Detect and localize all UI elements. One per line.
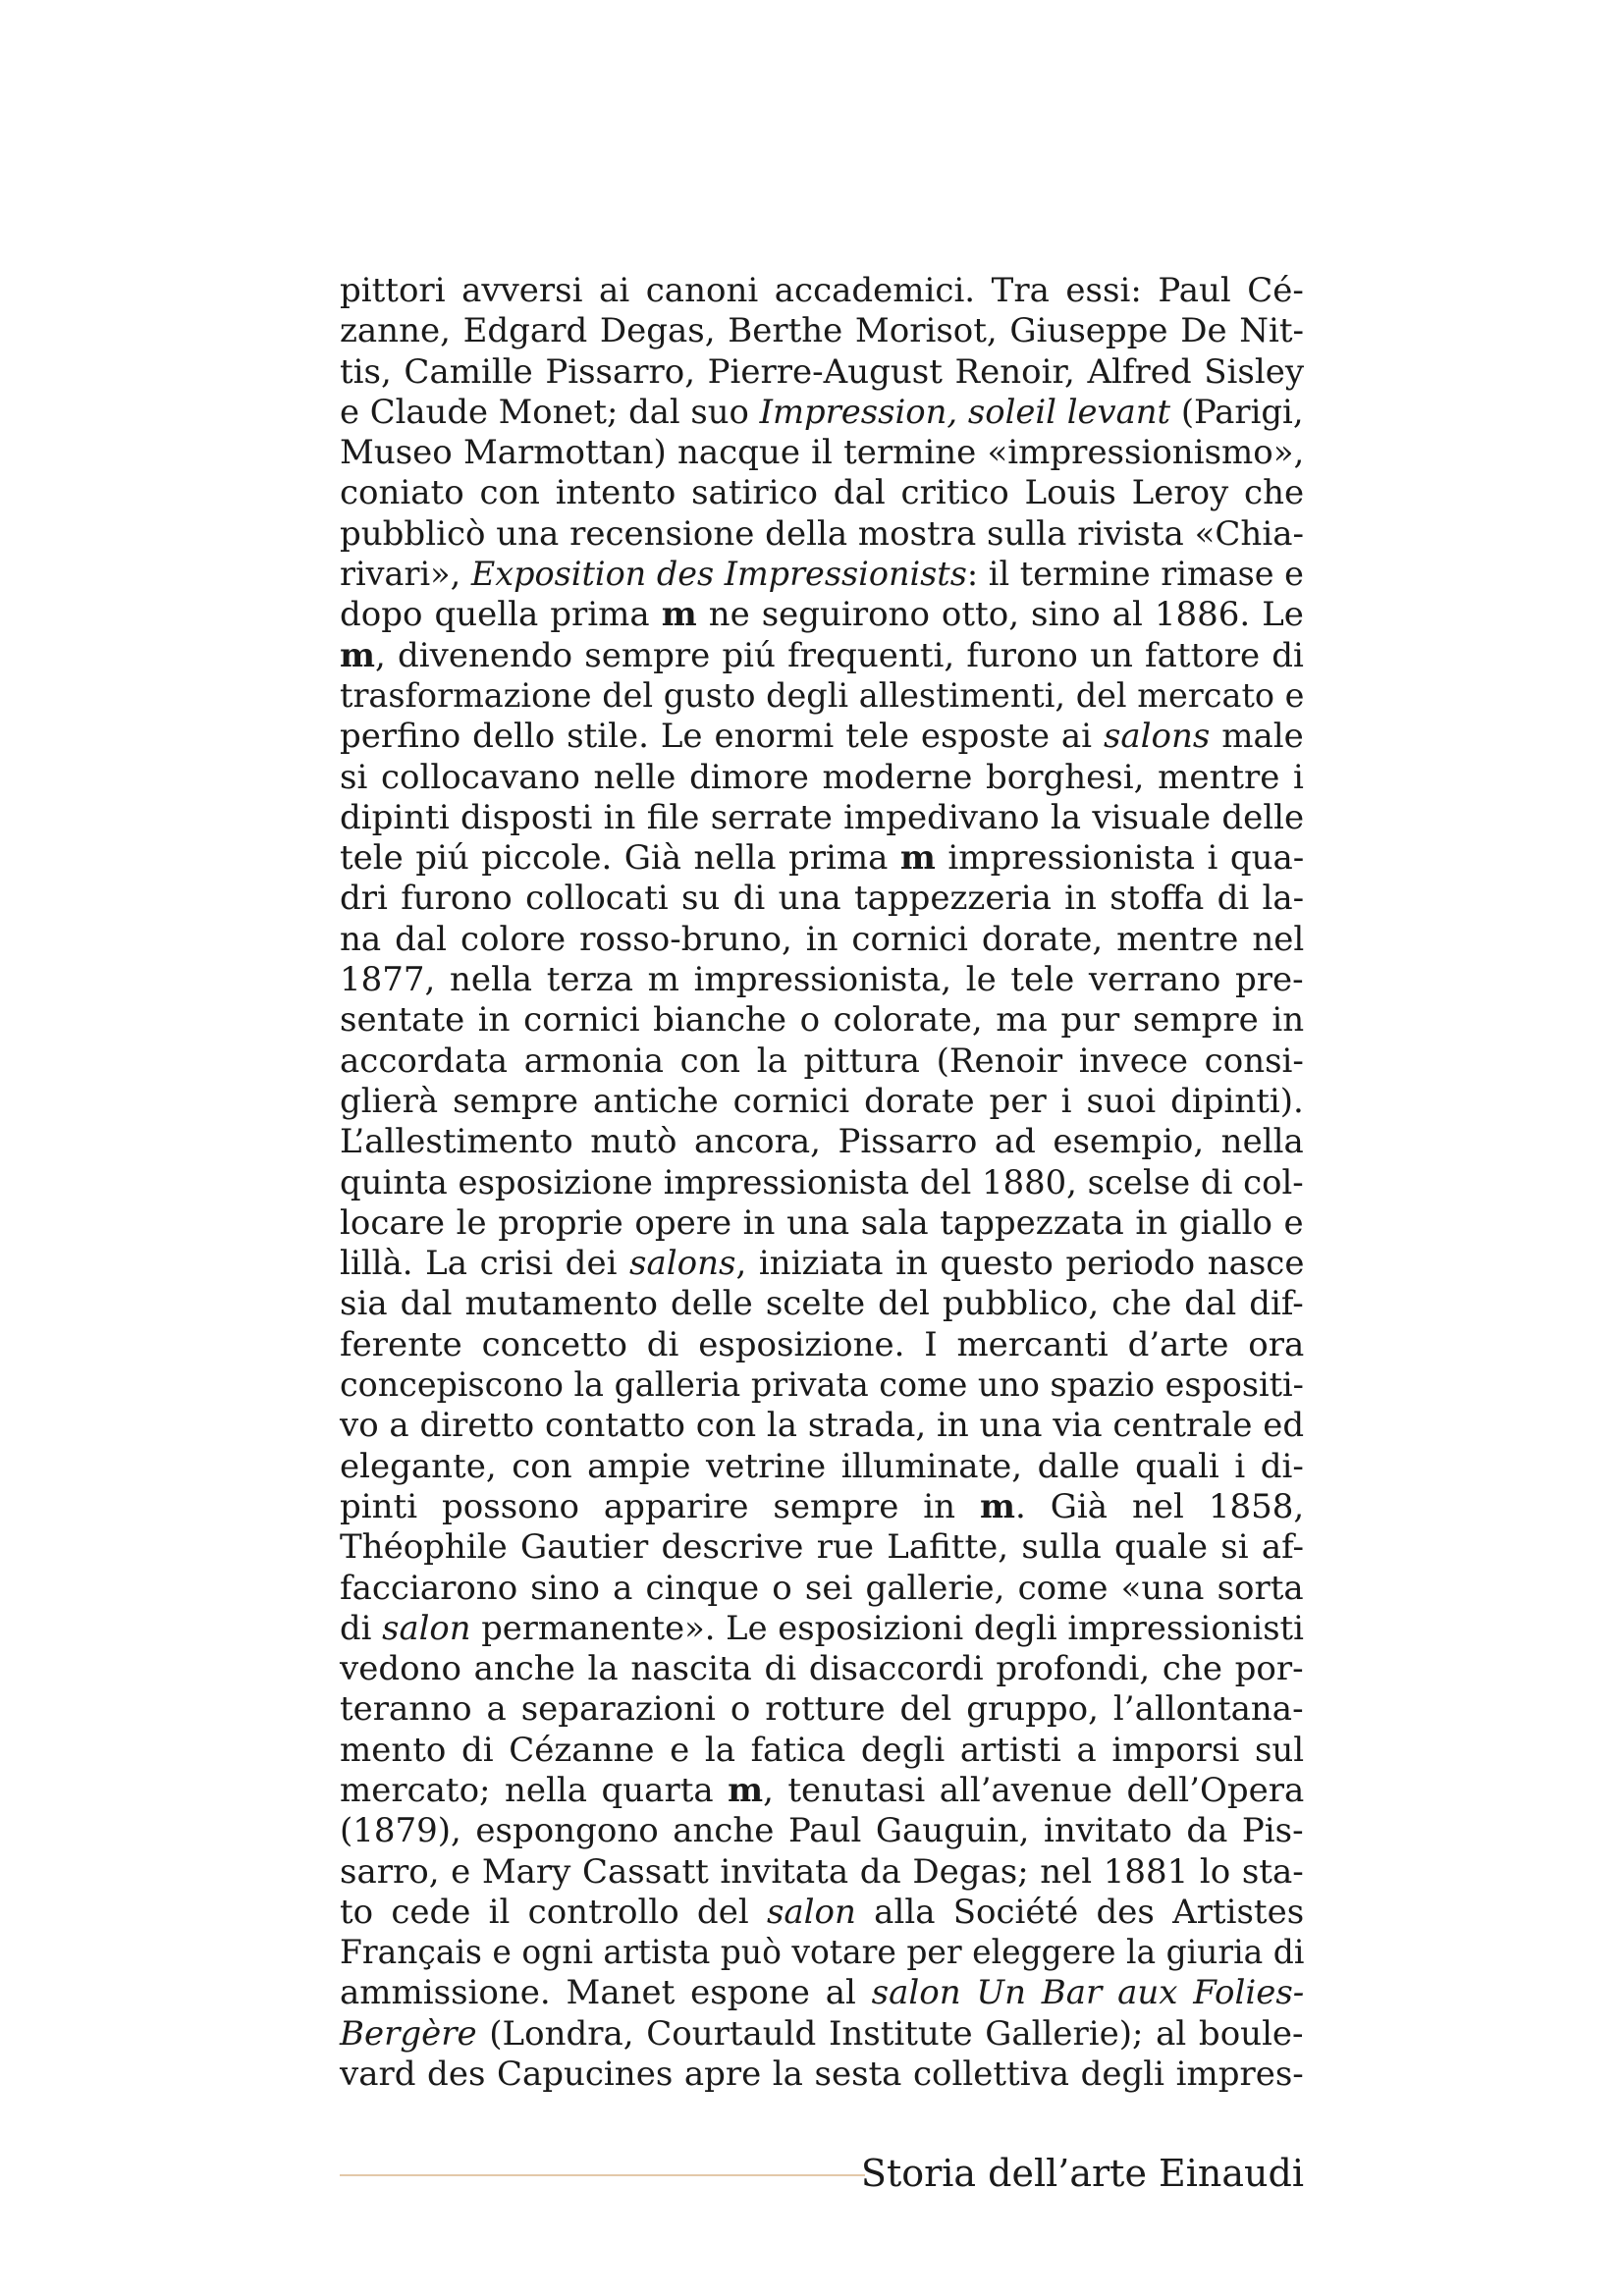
text-run: mercato; nella quarta [340,1770,729,1810]
text-line [340,1000,1304,1041]
italic-text: salon [382,1608,471,1648]
text-line [340,1082,1304,1122]
text-line [340,1649,1304,1689]
text-run: rivari», [340,555,471,595]
text-line [340,879,1304,919]
text-run: e Claude Monet; dal suo [340,392,760,432]
text-line [340,473,1304,513]
text-line [340,555,1304,595]
text-run: alla Société des Artistes [855,1892,1305,1932]
text-run: L’allestimento mutò ancora, Pissarro ad esempio, nella [340,1122,1304,1162]
text-line [340,1122,1304,1162]
italic-text: salon Un Bar aux Folies- [871,1973,1305,2013]
text-line [340,311,1304,351]
text-line [340,1447,1304,1487]
text-line [340,1163,1304,1203]
italic-text: Bergère [340,2013,477,2054]
text-run: sarro, e Mary Cassatt invitata da Degas; nel 1881 lo sta- [340,1851,1304,1892]
italic-text: salons [629,1244,736,1284]
text-line [340,2055,1304,2095]
text-run: teranno a separazioni o rotture del gruppo, l’allontana- [340,1689,1304,1730]
text-line [340,514,1304,555]
text-run: concepiscono la galleria privata come uno spazio espositi- [340,1365,1304,1406]
text-run: di [340,1608,383,1648]
text-run: (Londra, Courtauld Institute Gallerie); al boule- [476,2013,1304,2054]
text-run: na dal colore rosso-bruno, in cornici dorate, mentre nel [340,919,1305,959]
text-run: Museo Marmottan) nacque il termine «impressionismo», [340,433,1305,473]
text-run: dri furono collocati su di una tappezzeria in stoffa di la- [340,879,1305,919]
text-line [340,1365,1304,1406]
text-run: mento di Cézanne e la fatica degli artisti a imporsi sul [340,1730,1305,1770]
text-run: dipinti disposti in file serrate impedivano la visuale delle [340,797,1305,837]
bold-text: m [340,635,375,675]
text-line [340,352,1304,393]
text-run: , divenendo sempre piú frequenti, furono un fattore di [374,635,1304,675]
text-run: glierà sempre antiche cornici dorate per i suoi dipinti). [340,1081,1304,1121]
body-paragraph [340,271,1304,2095]
bold-text: m [980,1486,1016,1526]
text-run: accordata armonia con la pittura (Renoir invece consi- [340,1041,1304,1081]
text-line [340,1203,1304,1244]
text-run: tele piú piccole. Già nella prima [340,838,900,879]
text-line [340,1811,1304,1851]
text-line [340,1933,1304,1973]
text-run: to cede il controllo del [340,1892,767,1932]
text-line [340,1041,1304,1082]
text-line [340,595,1304,635]
text-run: , iniziata in questo periodo nasce [735,1244,1305,1284]
text-line [340,1284,1304,1324]
text-line [340,1689,1304,1730]
text-line [340,758,1304,798]
bold-text: m [728,1770,764,1810]
text-line [340,676,1304,717]
text-line [340,960,1304,1000]
text-run: locare le proprie opere in una sala tappezzata in giallo e [340,1202,1304,1243]
text-line [340,838,1304,879]
text-line [340,1569,1304,1609]
text-run: : il termine rimase e [966,555,1304,595]
text-run: pubblicò una recensione della mostra sulla rivista «Chia- [340,513,1304,554]
text-run: ammissione. Manet espone al [340,1973,872,2013]
text-line [340,636,1304,676]
text-line [340,1771,1304,1811]
text-run: impressionista i qua- [935,838,1305,879]
text-line [340,1852,1304,1893]
text-line [340,271,1304,311]
italic-text: salons [1103,717,1211,757]
text-run: vo a diretto contatto con la strada, in una via centrale ed [340,1406,1305,1446]
text-line [340,2014,1304,2055]
text-run: pinti possono apparire sempre in [340,1486,981,1526]
text-run: lillà. La crisi dei [340,1244,630,1284]
text-run: Théophile Gautier descrive rue Lafitte, sulla quale si af- [340,1527,1305,1568]
text-line [340,1487,1304,1527]
text-run: trasformazione del gusto degli allestimenti, del mercato e [340,675,1305,716]
italic-text: salon [766,1892,856,1932]
text-run: vard des Capucines apre la sesta collettiva degli impres- [340,2055,1304,2095]
text-run: pittori avversi ai canoni accademici. Tra essi: Paul Cé- [340,271,1304,310]
text-run: si collocavano nelle dimore moderne borghesi, mentre i [340,757,1304,797]
text-line [340,393,1304,433]
text-run: vedono anche la nascita di disaccordi profondi, che por- [340,1649,1304,1689]
text-line [340,1609,1304,1649]
text-line [340,1893,1304,1933]
text-run: male [1210,717,1304,757]
text-run: quinta esposizione impressionista del 1880, scelse di col- [340,1162,1304,1202]
text-line [340,1527,1304,1568]
text-line [340,1244,1304,1284]
text-run: coniato con intento satirico dal critico Louis Leroy che [340,473,1305,513]
italic-text: Exposition des Impressionists [470,555,967,595]
text-run: dopo quella prima [340,595,662,635]
footer-title: Storia dell’arte Einaudi [860,2152,1304,2195]
text-line [340,920,1304,960]
text-line [340,433,1304,473]
text-run: ne seguirono otto, sino al 1886. Le [696,595,1304,635]
footer-rule [340,2174,865,2176]
text-run: perfino dello stile. Le enormi tele esposte ai [340,717,1104,757]
text-run: . Già nel 1858, [1015,1486,1305,1526]
text-line [340,1731,1304,1771]
text-run: 1877, nella terza m impressionista, le tele verrano pre- [340,960,1304,1000]
text-line [340,1325,1304,1365]
text-line [340,717,1304,757]
text-run: sia dal mutamento delle scelte del pubblico, che dal dif- [340,1284,1304,1324]
text-run: (1879), espongono anche Paul Gauguin, invitato da Pis- [340,1811,1304,1851]
text-run: ferente concetto di esposizione. I mercanti d’arte ora [340,1324,1305,1364]
text-line [340,1973,1304,2013]
text-run: elegante, con ampie vetrine illuminate, dalle quali i di- [340,1446,1304,1486]
text-run: (Parigi, [1170,392,1304,432]
text-run: facciarono sino a cinque o sei gallerie, come «una sorta [340,1568,1304,1608]
text-line [340,798,1304,838]
text-run: , tenutasi all’avenue dell’Opera [763,1770,1305,1810]
text-run: permanente». Le esposizioni degli impressionisti [470,1608,1304,1648]
text-run: Français e ogni artista può votare per eleggere la giuria di [340,1933,1305,1973]
text-run: zanne, Edgard Degas, Berthe Morisot, Giuseppe De Nit- [340,311,1305,351]
text-run: tis, Camille Pissarro, Pierre-August Renoir, Alfred Sisley [340,351,1305,392]
text-run: sentate in cornici bianche o colorate, ma pur sempre in [340,1000,1305,1041]
bold-text: m [661,595,697,635]
text-line [340,1406,1304,1446]
bold-text: m [899,838,936,879]
italic-text: Impression, soleil levant [759,392,1171,432]
